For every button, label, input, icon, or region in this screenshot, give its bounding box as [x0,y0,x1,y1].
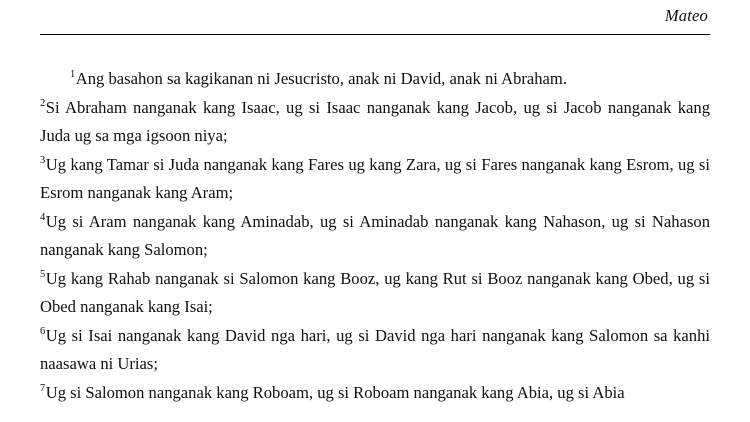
verse-text: Si Abraham nanganak kang Isaac, ug si Isaac nanganak kang Jacob, ug si Jacob nanganak kang Juda ug sa mga igsoon niya; [40,97,710,146]
verse-paragraph [40,208,710,265]
verse-paragraph [40,151,710,208]
page-header [40,0,710,34]
verse-number: 1 [70,69,76,80]
running-head-title: Mateo [664,6,708,25]
verse-text: Ang basahon sa kagikanan ni Jesucristo, anak ni David, anak ni Abraham. [75,69,567,88]
verse-number: 7 [40,382,46,394]
verse-paragraph [40,94,710,151]
verse-number: 4 [40,211,46,223]
verse-number: 5 [40,268,46,280]
verse-text: Ug kang Tamar si Juda nanganak kang Fares ug kang Zara, ug si Fares nanganak kang Esrom, ug si Esrom nanganak kang Aram; [40,154,710,203]
scripture-body [40,65,710,407]
verse-text: Ug si Aram nanganak kang Aminadab, ug si Aminadab nanganak kang Nahason, ug si Nahason nanganak kang Salomon; [40,211,710,260]
verse-paragraph [40,322,710,379]
header-divider [40,34,710,35]
verse-number: 2 [40,97,46,109]
verse-text: Ug si Salomon nanganak kang Roboam, ug si Roboam nanganak kang Abia, ug si Abia [45,382,625,402]
verse-text: Ug si Isai nanganak kang David nga hari, ug si David nga hari nanganak kang Salomon sa kanhi naasawa ni Urias; [40,325,710,374]
verse-paragraph [40,379,710,408]
verse-paragraph [40,265,710,322]
verse-text: Ug kang Rahab nanganak si Salomon kang Booz, ug kang Rut si Booz nanganak kang Obed, ug si Obed nanganak kang Isai; [40,268,710,317]
verse-number: 6 [40,325,46,337]
verse-paragraph [40,65,710,94]
verse-number: 3 [40,154,46,166]
